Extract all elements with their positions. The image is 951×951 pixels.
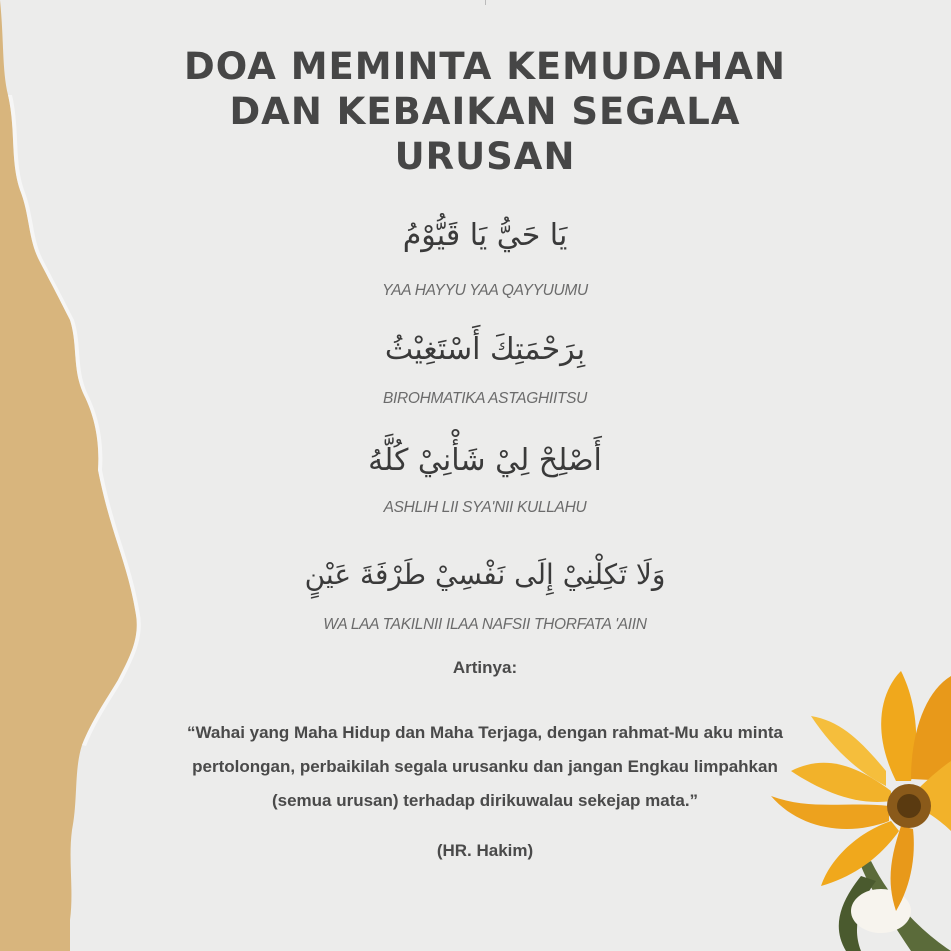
arabic-line-1: يَا حَيُّ يَا قَيُّوْمُ [402,218,568,253]
meaning-text: “Wahai yang Maha Hidup dan Maha Terjaga, dengan rahmat-Mu aku minta pertolongan, perbaikilah segala urusanku dan jangan Engkau limpahkan (semua urusan) terhadap dirikuwalau sekejap mata.” [186,723,784,810]
content-area [175,0,795,951]
hadith-source: (HR. Hakim) [436,841,534,860]
arabic-line-2: بِرَحْمَتِكَ أَسْتَغِيْثُ [384,332,586,367]
latin-line-2: BIROHMATIKA ASTAGHIITSU [382,390,588,407]
latin-line-4: WA LAA TAKILNII ILAA NAFSII THORFATA 'AIIN [323,616,647,633]
latin-line-3: ASHLIH LII SYA'NII KULLAHU [383,499,587,516]
meaning-label: Artinya: [452,658,518,677]
torn-paper-decoration [0,0,160,951]
page-title: DOA MEMINTA KEMUDAHAN DAN KEBAIKAN SEGALA URUSAN [184,45,786,178]
arabic-line-4: وَلَا تَكِلْنِيْ إِلَى نَفْسِيْ طَرْفَةَ عَيْنٍ [304,558,666,591]
latin-line-1: YAA HAYYU YAA QAYYUUMU [382,282,588,299]
arabic-line-3: أَصْلِحْ لِيْ شَأْنِيْ كُلَّهُ [368,443,602,478]
top-divider [485,0,486,5]
